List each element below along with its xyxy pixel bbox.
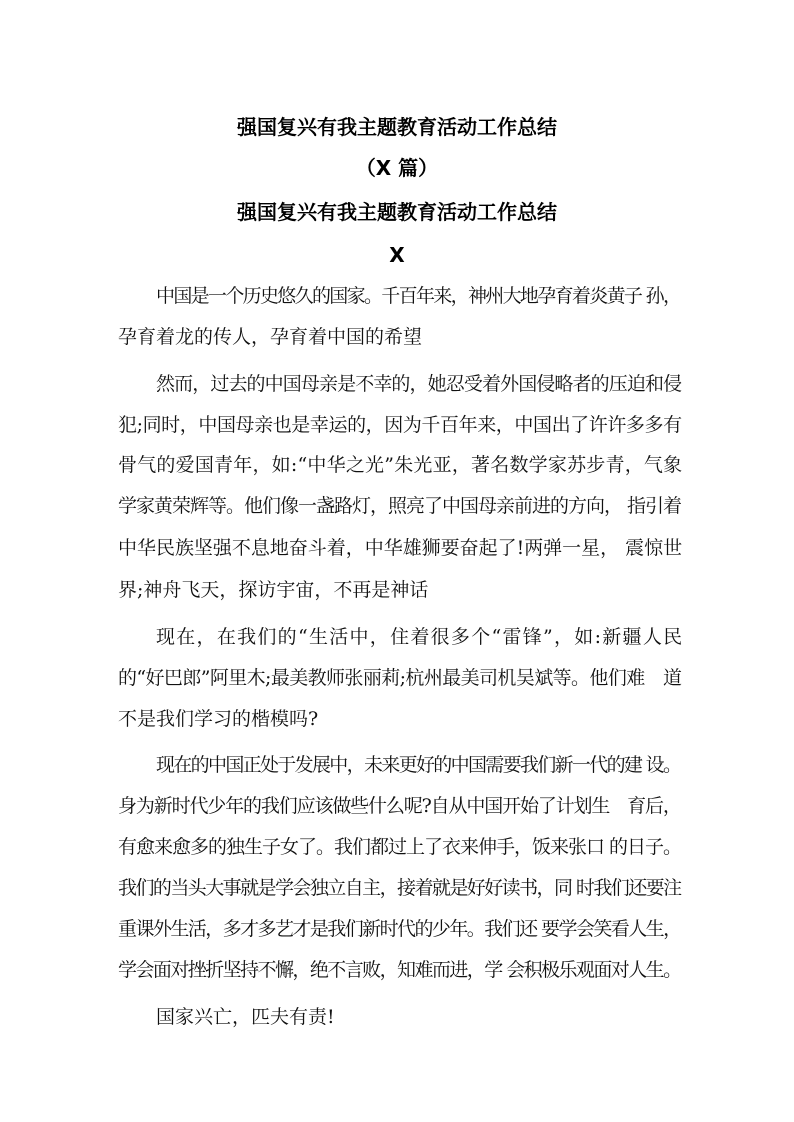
paragraph-line: 现在，在我们的“生活中，住着很多个“雷锋”，如:新疆人民 — [156, 626, 684, 648]
paragraph-line: 界;神舟飞天，探访宇宙，不再是神话 — [118, 579, 429, 601]
paragraph-line: 中国是一个历史悠久的国家。千百年来，神州大地孕育着炎黄子 孙， — [156, 285, 681, 307]
paragraph-line: 国家兴亡，匹夫有责! — [156, 1006, 335, 1028]
paragraph-line: 身为新时代少年的我们应该做些什么呢?自从中国开始了计划生 育后， — [118, 795, 681, 817]
paragraph-line: 然而，过去的中国母亲是不幸的，她忍受着外国侵略者的压迫和侵 — [156, 373, 682, 395]
paragraph-line: 学会面对挫折坚持不懈，绝不言败，知难而进，学 会积极乐观面对人生。 — [118, 959, 681, 981]
paragraph-line: 中华民族坚强不息地奋斗着，中华雄狮要奋起了!两弹一星， 震惊世 — [118, 537, 683, 559]
paragraph-line: 有愈来愈多的独生子女了。我们都过上了衣来伸手，饭来张口 的日子。 — [118, 836, 682, 858]
paragraph-line: 犯;同时，中国母亲也是幸运的，因为千百年来，中国出了许许多多有 — [118, 414, 682, 436]
paragraph-line: 学家黄荣辉等。他们像一盏路灯，照亮了中国母亲前进的方向， 指引着 — [118, 495, 682, 517]
paragraph-line: 孕育着龙的传人，孕育着中国的希望 — [118, 326, 423, 348]
paragraph-line: 不是我们学习的楷模吗? — [118, 708, 319, 730]
paragraph-line: 我们的当头大事就是学会独立自主，接着就是好好读书，同 时我们还要注 — [118, 877, 681, 899]
section-number: X — [389, 243, 405, 267]
paragraph-line: 重课外生活，多才多艺才是我们新时代的少年。我们还 要学会笑看人生， — [118, 918, 681, 940]
section-title: 强国复兴有我主题教育活动工作总结 — [237, 200, 557, 224]
document-title: 强国复兴有我主题教育活动工作总结 — [237, 115, 557, 139]
document-subtitle: （X 篇） — [355, 156, 439, 180]
paragraph-line: 现在的中国正处于发展中，未来更好的中国需要我们新一代的建 设。 — [156, 754, 681, 776]
paragraph-line: 的“好巴郎”阿里木;最美教师张丽莉;杭州最美司机吴斌等。他们难 道 — [118, 667, 682, 689]
paragraph-line: 骨气的爱国青年，如:“中华之光”朱光亚，著名数学家苏步青，气象 — [118, 454, 683, 476]
